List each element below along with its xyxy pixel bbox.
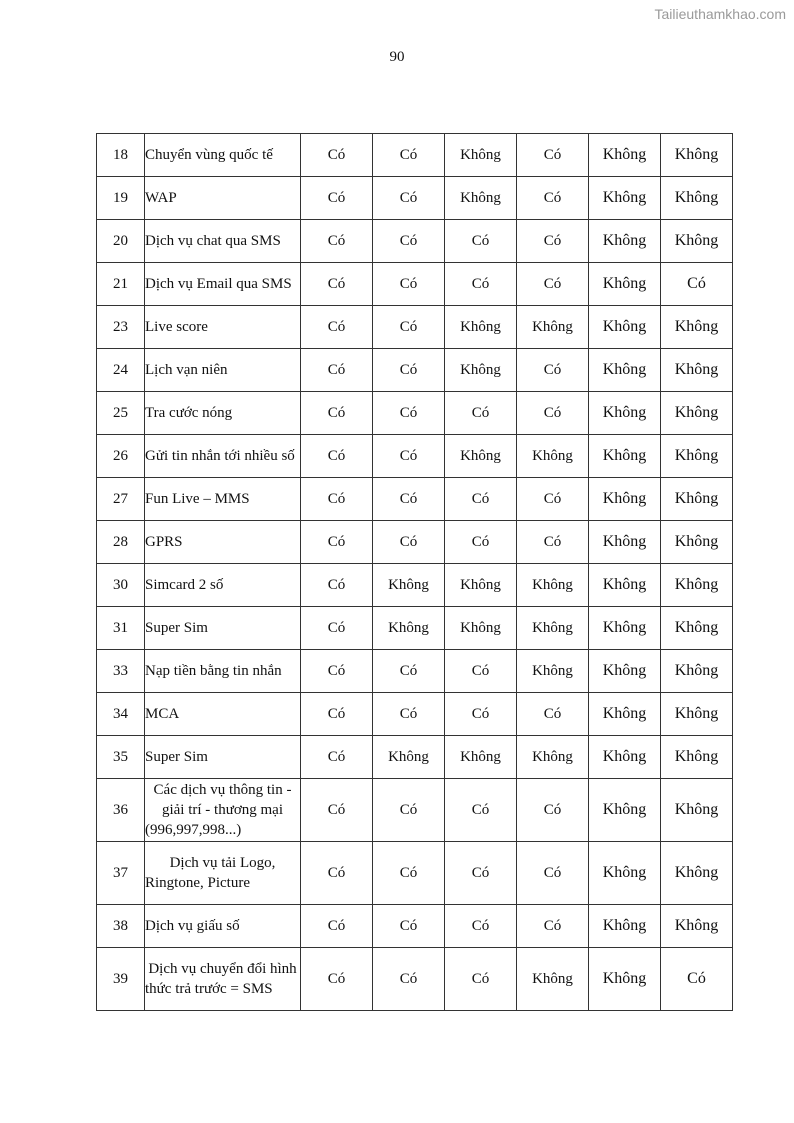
availability-cell: Có — [445, 650, 517, 693]
service-name: MCA — [145, 693, 301, 736]
availability-cell: Có — [301, 736, 373, 779]
availability-cell: Không — [661, 693, 733, 736]
availability-cell: Không — [589, 134, 661, 177]
availability-cell: Có — [445, 392, 517, 435]
service-name: Dịch vụ chuyển đổi hình thức trả trước = SMS — [145, 948, 301, 1011]
table-row — [97, 521, 733, 564]
availability-cell: Có — [373, 905, 445, 948]
availability-cell: Có — [373, 521, 445, 564]
row-number: 27 — [97, 478, 145, 521]
table-row — [97, 392, 733, 435]
availability-cell: Có — [517, 842, 589, 905]
availability-cell: Có — [661, 948, 733, 1011]
availability-cell: Có — [661, 263, 733, 306]
availability-cell: Không — [589, 905, 661, 948]
availability-cell: Không — [661, 478, 733, 521]
availability-cell: Có — [445, 948, 517, 1011]
table-row — [97, 779, 733, 842]
table-row — [97, 693, 733, 736]
availability-cell: Không — [517, 736, 589, 779]
table-row — [97, 306, 733, 349]
service-name: Các dịch vụ thông tin - giải trí - thương mại (996,997,998...) — [145, 779, 301, 842]
availability-cell: Không — [445, 134, 517, 177]
service-name: Tra cước nóng — [145, 392, 301, 435]
availability-cell: Không — [445, 177, 517, 220]
availability-cell: Có — [373, 306, 445, 349]
row-number: 33 — [97, 650, 145, 693]
availability-cell: Có — [301, 478, 373, 521]
availability-cell: Không — [589, 521, 661, 564]
table-row — [97, 134, 733, 177]
availability-cell: Không — [517, 306, 589, 349]
availability-cell: Không — [445, 607, 517, 650]
availability-cell: Có — [373, 693, 445, 736]
service-name: Dịch vụ Email qua SMS — [145, 263, 301, 306]
availability-cell: Không — [661, 306, 733, 349]
table-row — [97, 948, 733, 1011]
row-number: 35 — [97, 736, 145, 779]
row-number: 38 — [97, 905, 145, 948]
table-row — [97, 736, 733, 779]
availability-cell: Không — [517, 564, 589, 607]
availability-cell: Có — [373, 220, 445, 263]
availability-cell: Có — [301, 349, 373, 392]
availability-cell: Không — [373, 564, 445, 607]
availability-cell: Không — [517, 435, 589, 478]
availability-cell: Không — [589, 650, 661, 693]
availability-cell: Không — [661, 435, 733, 478]
availability-cell: Không — [661, 349, 733, 392]
availability-cell: Có — [373, 948, 445, 1011]
availability-cell: Không — [517, 650, 589, 693]
table-row — [97, 263, 733, 306]
table-row — [97, 650, 733, 693]
availability-cell: Không — [661, 521, 733, 564]
availability-cell: Có — [301, 435, 373, 478]
availability-cell: Có — [373, 779, 445, 842]
availability-cell: Không — [661, 564, 733, 607]
service-name: Chuyển vùng quốc tế — [145, 134, 301, 177]
availability-cell: Có — [373, 435, 445, 478]
table-row — [97, 435, 733, 478]
page-number: 90 — [389, 49, 405, 65]
service-name: Dịch vụ tải Logo, Ringtone, Picture — [145, 842, 301, 905]
availability-cell: Không — [517, 948, 589, 1011]
availability-cell: Có — [445, 905, 517, 948]
availability-cell: Có — [445, 842, 517, 905]
availability-cell: Có — [301, 220, 373, 263]
service-name: Live score — [145, 306, 301, 349]
table-row — [97, 220, 733, 263]
availability-cell: Có — [301, 905, 373, 948]
watermark: Tailieuthamkhao.com — [654, 6, 786, 22]
row-number: 21 — [97, 263, 145, 306]
service-name: GPRS — [145, 521, 301, 564]
availability-cell: Không — [661, 607, 733, 650]
availability-cell: Có — [373, 177, 445, 220]
service-name: WAP — [145, 177, 301, 220]
availability-cell: Không — [445, 736, 517, 779]
availability-cell: Không — [589, 948, 661, 1011]
availability-cell: Có — [517, 134, 589, 177]
availability-cell: Có — [301, 392, 373, 435]
service-name: Nạp tiền bằng tin nhắn — [145, 650, 301, 693]
table-body — [97, 134, 733, 1011]
row-number: 26 — [97, 435, 145, 478]
availability-cell: Có — [301, 564, 373, 607]
availability-cell: Có — [517, 177, 589, 220]
row-number: 24 — [97, 349, 145, 392]
availability-cell: Không — [661, 134, 733, 177]
availability-cell: Không — [589, 435, 661, 478]
row-number: 19 — [97, 177, 145, 220]
availability-cell: Có — [301, 779, 373, 842]
availability-cell: Không — [589, 564, 661, 607]
availability-cell: Có — [517, 478, 589, 521]
service-name: Gửi tin nhắn tới nhiều số — [145, 435, 301, 478]
availability-cell: Có — [445, 779, 517, 842]
availability-cell: Có — [373, 134, 445, 177]
table-row — [97, 905, 733, 948]
availability-cell: Không — [661, 650, 733, 693]
table-row — [97, 842, 733, 905]
availability-cell: Có — [517, 905, 589, 948]
table-row — [97, 349, 733, 392]
availability-cell: Không — [589, 220, 661, 263]
availability-cell: Có — [301, 607, 373, 650]
availability-cell: Không — [373, 607, 445, 650]
availability-cell: Không — [589, 263, 661, 306]
availability-cell: Không — [589, 349, 661, 392]
availability-cell: Không — [661, 779, 733, 842]
service-name: Lịch vạn niên — [145, 349, 301, 392]
row-number: 31 — [97, 607, 145, 650]
service-name: Dịch vụ giấu số — [145, 905, 301, 948]
table-row — [97, 177, 733, 220]
availability-cell: Không — [445, 349, 517, 392]
availability-cell: Không — [445, 435, 517, 478]
availability-cell: Không — [589, 392, 661, 435]
availability-cell: Có — [301, 306, 373, 349]
availability-cell: Có — [517, 349, 589, 392]
availability-cell: Không — [589, 693, 661, 736]
availability-cell: Có — [517, 521, 589, 564]
row-number: 36 — [97, 779, 145, 842]
availability-cell: Có — [301, 948, 373, 1011]
table-row — [97, 564, 733, 607]
availability-cell: Không — [661, 905, 733, 948]
service-name: Simcard 2 số — [145, 564, 301, 607]
availability-cell: Có — [373, 392, 445, 435]
service-name: Super Sim — [145, 607, 301, 650]
availability-cell: Không — [661, 842, 733, 905]
availability-cell: Có — [373, 650, 445, 693]
availability-cell: Có — [445, 478, 517, 521]
availability-cell: Có — [373, 842, 445, 905]
availability-cell: Có — [373, 349, 445, 392]
availability-cell: Có — [373, 263, 445, 306]
service-name: Super Sim — [145, 736, 301, 779]
availability-cell: Có — [301, 842, 373, 905]
availability-cell: Không — [445, 306, 517, 349]
availability-cell: Có — [445, 263, 517, 306]
availability-cell: Có — [445, 521, 517, 564]
availability-cell: Không — [589, 736, 661, 779]
availability-cell: Không — [517, 607, 589, 650]
availability-cell: Có — [517, 693, 589, 736]
availability-cell: Có — [445, 220, 517, 263]
availability-cell: Không — [661, 220, 733, 263]
availability-cell: Có — [517, 392, 589, 435]
service-name: Dịch vụ chat qua SMS — [145, 220, 301, 263]
availability-cell: Không — [589, 607, 661, 650]
availability-cell: Không — [589, 177, 661, 220]
row-number: 28 — [97, 521, 145, 564]
availability-cell: Có — [301, 177, 373, 220]
availability-cell: Không — [661, 177, 733, 220]
availability-cell: Không — [589, 842, 661, 905]
row-number: 34 — [97, 693, 145, 736]
row-number: 18 — [97, 134, 145, 177]
availability-cell: Không — [589, 478, 661, 521]
availability-cell: Có — [301, 693, 373, 736]
availability-cell: Có — [373, 478, 445, 521]
availability-cell: Không — [589, 779, 661, 842]
service-name: Fun Live – MMS — [145, 478, 301, 521]
availability-cell: Có — [301, 521, 373, 564]
availability-cell: Có — [301, 134, 373, 177]
row-number: 30 — [97, 564, 145, 607]
availability-cell: Không — [589, 306, 661, 349]
row-number: 23 — [97, 306, 145, 349]
row-number: 25 — [97, 392, 145, 435]
availability-cell: Có — [301, 650, 373, 693]
availability-cell: Không — [445, 564, 517, 607]
availability-cell: Không — [661, 392, 733, 435]
service-comparison-table — [96, 133, 733, 1011]
table-row — [97, 607, 733, 650]
availability-cell: Có — [445, 693, 517, 736]
availability-cell: Có — [517, 263, 589, 306]
row-number: 20 — [97, 220, 145, 263]
row-number: 39 — [97, 948, 145, 1011]
availability-cell: Có — [517, 220, 589, 263]
availability-cell: Không — [661, 736, 733, 779]
availability-cell: Có — [301, 263, 373, 306]
row-number: 37 — [97, 842, 145, 905]
table-row — [97, 478, 733, 521]
availability-cell: Không — [373, 736, 445, 779]
availability-cell: Có — [517, 779, 589, 842]
